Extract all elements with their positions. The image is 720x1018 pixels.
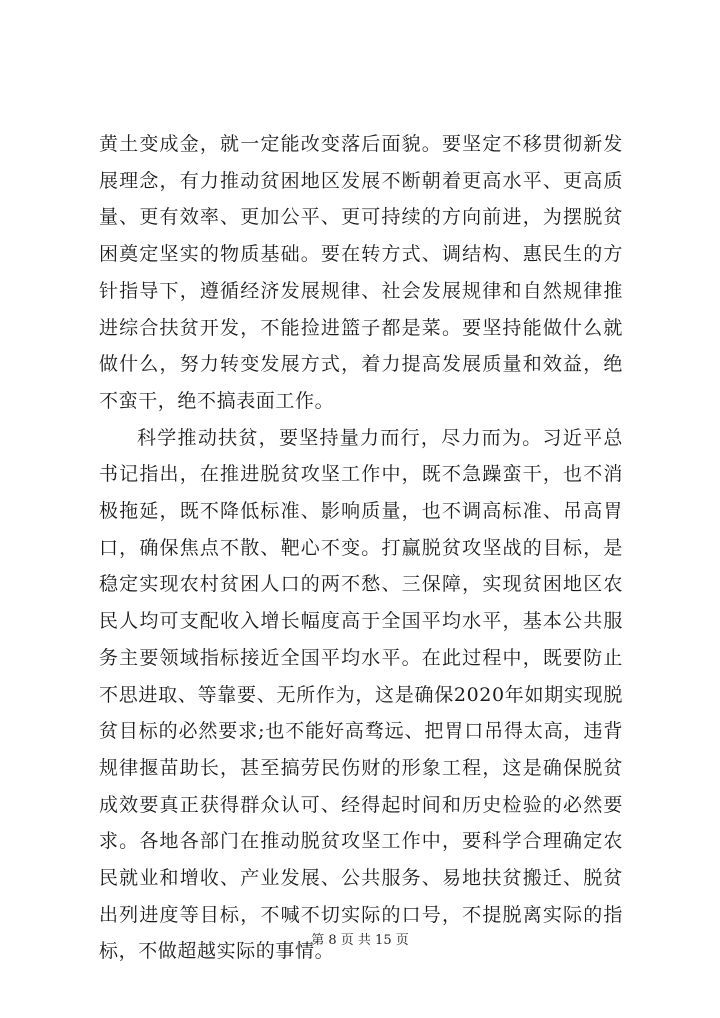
paragraph-2: 科学推动扶贫，要坚持量力而行，尽力而为。习近平总书记指出，在推进脱贫攻坚工作中，既不急躁蛮干，也不消极拖延，既不降低标准、影响质量，也不调高标准、吊高胃口，确保焦点不散、靶心不变。打赢脱贫攻坚战的目标，是稳定实现农村贫困人口的两不愁、三保障，实现贫困地区农民人均可支配收入增长幅度高于全国平均水平，基本公共服务主要领域指标接近全国平均水平。在此过程中，既要防止不思进取、等靠要、无所作为，这是确保2020年如期实现脱贫目标的必然要求;也不能好高骛远、把胃口吊得太高，违背规律揠苗助长，甚至搞劳民伤财的形象工程，这是确保脱贫成效要真正获得群众认可、经得起时间和历史检验的必然要求。各地各部门在推动脱贫攻坚工作中，要科学合理确定农民就业和增收、产业发展、公共服务、易地扶贫搬迁、脱贫出列进度等目标，不喊不切实际的口号，不提脱离实际的指标，不做超越实际的事情。 — [99, 426, 623, 963]
page-number-footer: 第 8 页 共 15 页 — [311, 933, 409, 948]
document-body — [99, 126, 623, 970]
paragraph-1: 黄土变成金，就一定能改变落后面貌。要坚定不移贯彻新发展理念，有力推动贫困地区发展不断朝着更高水平、更高质量、更有效率、更加公平、更可持续的方向前进，为摆脱贫困奠定坚实的物质基础。要在转方式、调结构、惠民生的方针指导下，遵循经济发展规律、社会发展规律和自然规律推进综合扶贫开发，不能捡进篮子都是菜。要坚持能做什么就做什么，努力转变发展方式，着力提高发展质量和效益，绝不蛮干，绝不搞表面工作。 — [99, 133, 623, 412]
